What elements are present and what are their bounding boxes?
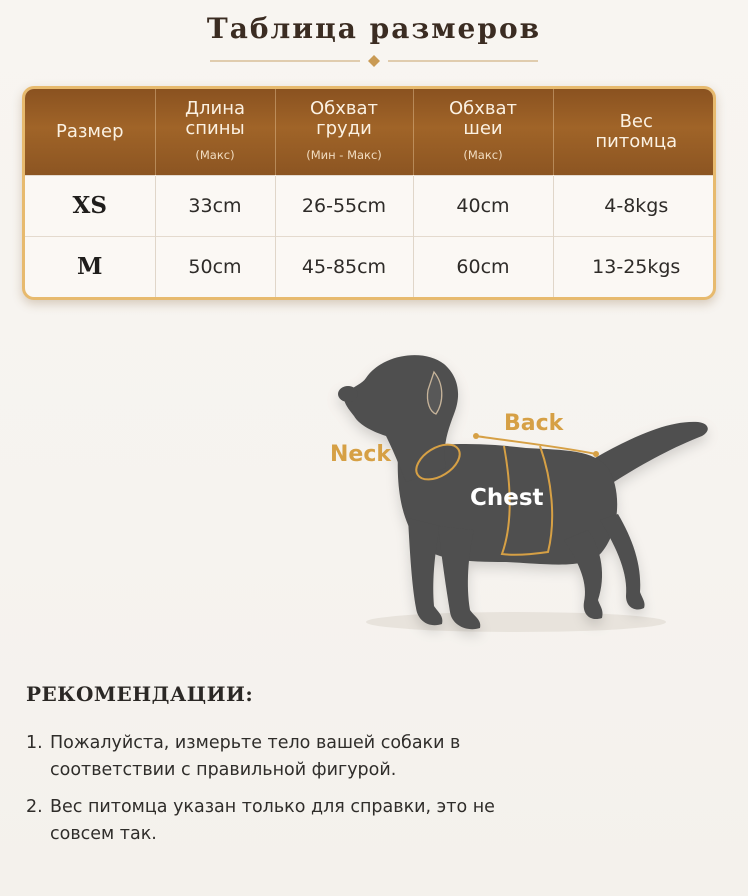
cell-chest-girth: 45-85cm <box>275 236 413 297</box>
list-item-text: Пожалуйста, измерьте тело вашей собаки в соответствии с правильной фигурой. <box>50 733 461 780</box>
page-title: Таблица размеров <box>206 12 542 45</box>
header-neck-girth <box>413 89 553 175</box>
cell-size: XS <box>25 175 155 236</box>
table-row <box>25 236 716 297</box>
recommendations-title: РЕКОМЕНДАЦИИ: <box>26 682 254 706</box>
cell-back-length: 50cm <box>155 236 275 297</box>
list-item <box>26 794 546 848</box>
header-back-length-line1: Длина <box>184 97 246 119</box>
header-neck-girth-sub: (Макс) <box>463 147 503 162</box>
header-pet-weight-line1: Вес <box>619 110 653 132</box>
header-chest-girth-sub: (Мин - Макс) <box>306 147 382 162</box>
header-chest-girth <box>275 89 413 175</box>
list-item-text: Вес питомца указан только для справки, это не совсем так. <box>50 797 495 844</box>
cell-neck-girth: 40cm <box>413 175 553 236</box>
cell-pet-weight: 13-25kgs <box>553 236 716 297</box>
title-divider <box>210 52 538 70</box>
header-neck-girth-line2: шеи <box>463 117 503 139</box>
cell-back-length: 33cm <box>155 175 275 236</box>
header-neck-girth-line1: Обхват <box>448 97 518 119</box>
header-back-length-sub: (Макс) <box>195 147 235 162</box>
chest-label: Chest <box>470 485 544 511</box>
cell-neck-girth: 60cm <box>413 236 553 297</box>
header-size-label: Размер <box>55 120 124 142</box>
list-item-number: 1. <box>26 733 43 753</box>
header-size <box>25 89 155 175</box>
recommendations-list <box>26 730 546 858</box>
cell-chest-girth: 26-55cm <box>275 175 413 236</box>
list-item-number: 2. <box>26 797 43 817</box>
header-back-length-line2: спины <box>185 117 245 139</box>
table-row <box>25 175 716 236</box>
header-chest-girth-line2: груди <box>316 117 372 139</box>
cell-size: M <box>25 236 155 297</box>
header-back-length <box>155 89 275 175</box>
neck-label: Neck <box>330 442 392 467</box>
header-pet-weight-line2: питомца <box>595 130 678 152</box>
back-label: Back <box>504 411 564 436</box>
table-header-row <box>25 89 716 175</box>
cell-pet-weight: 4-8kgs <box>553 175 716 236</box>
header-pet-weight <box>553 89 716 175</box>
header-chest-girth-line1: Обхват <box>309 97 379 119</box>
size-table <box>22 86 716 300</box>
list-item <box>26 730 546 784</box>
